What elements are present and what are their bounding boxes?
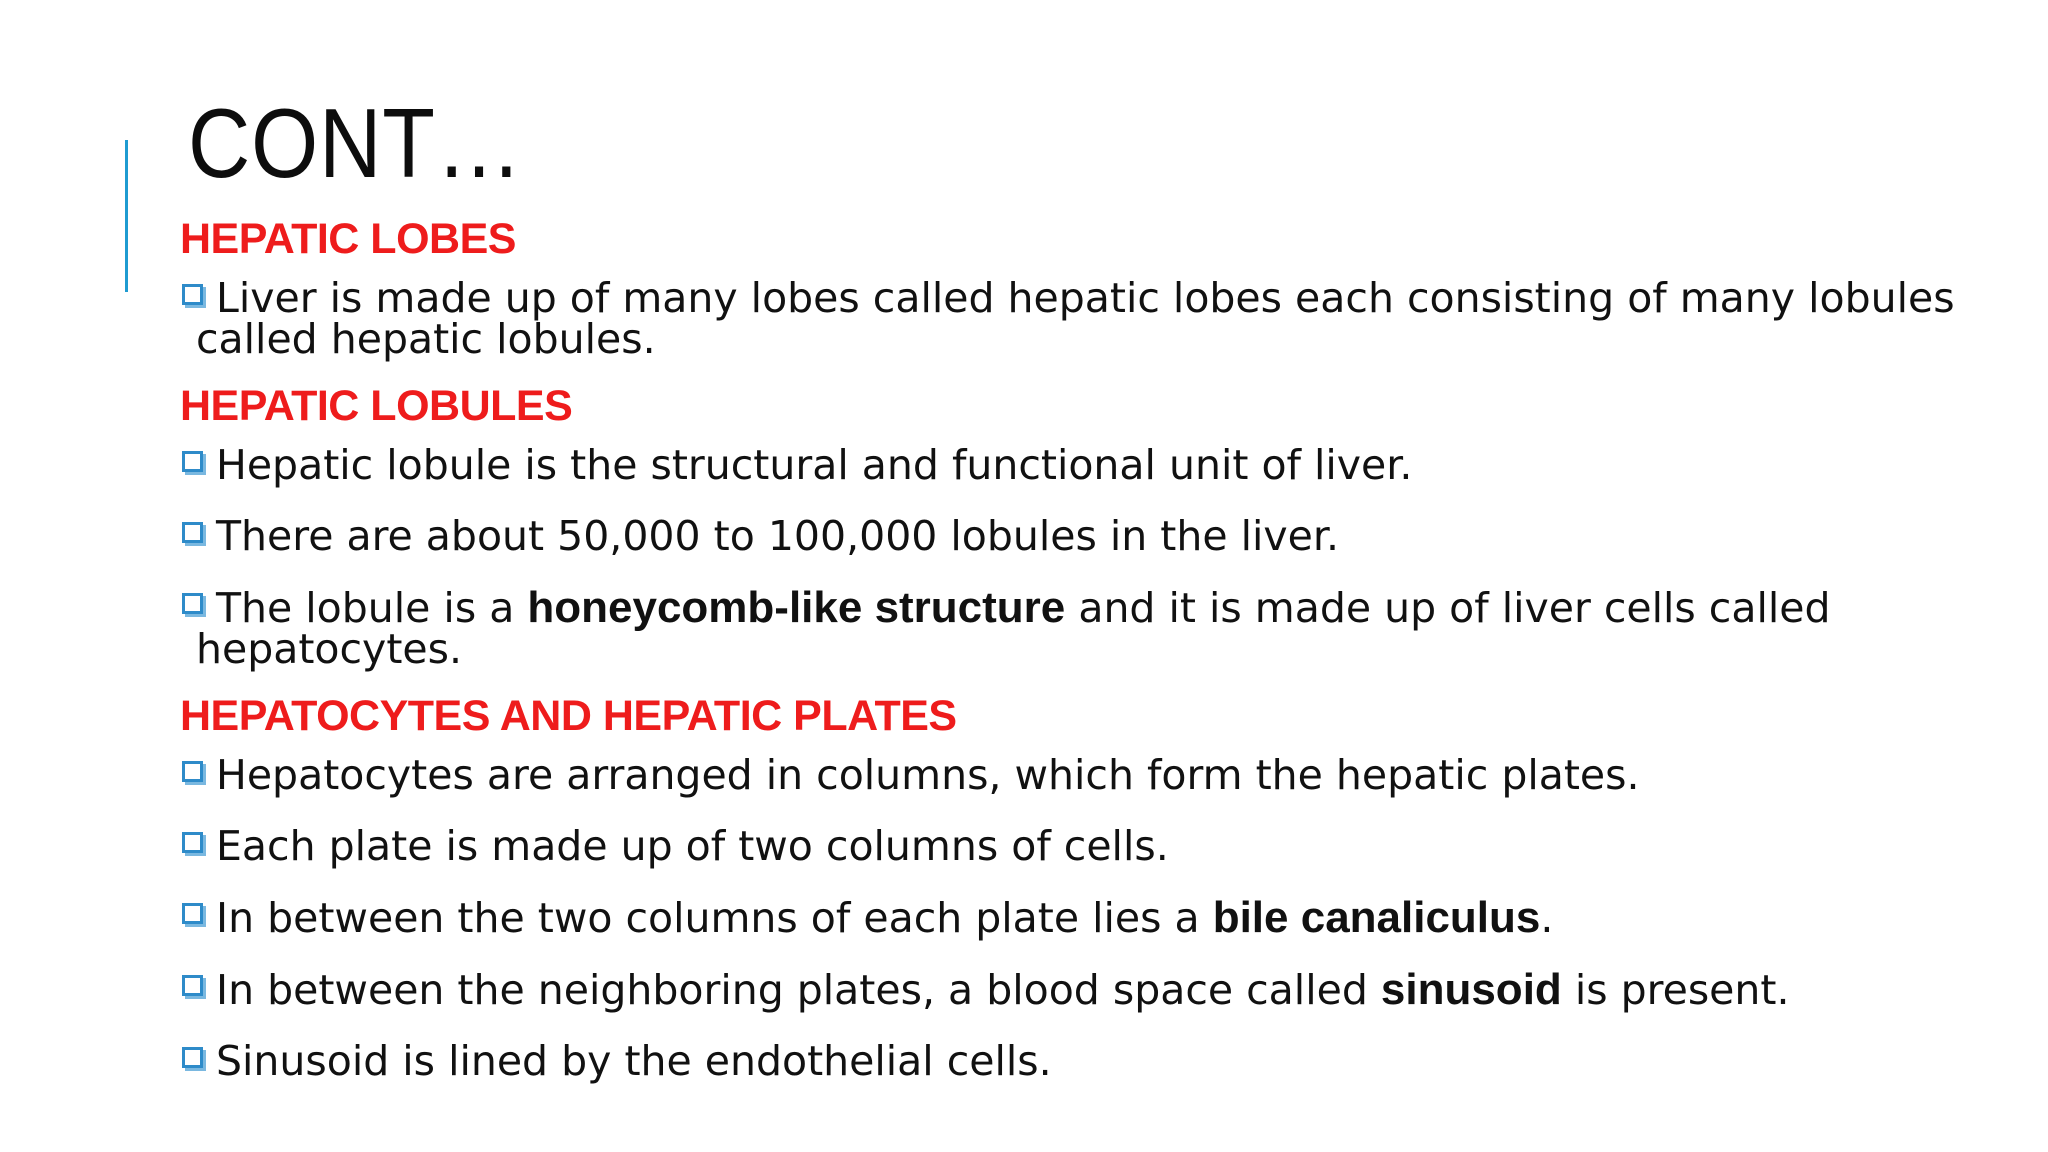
- square-bullet-icon: [182, 1047, 203, 1068]
- square-bullet-icon: [182, 832, 203, 853]
- square-bullet-icon: [182, 903, 203, 924]
- section-heading: HEPATIC LOBULES: [180, 382, 573, 430]
- bullet-item: [180, 751, 2030, 799]
- bullet-text: There are about 50,000 to 100,000 lobules in the liver.: [216, 512, 1340, 560]
- square-bullet-icon: [182, 451, 203, 472]
- section-hepatic-lobes: [180, 213, 2030, 363]
- bullet-item: [180, 822, 2030, 870]
- slide-title: CONT…: [188, 88, 523, 198]
- bullet-text: and it is made up of liver cells called hepatocytes.: [196, 584, 1831, 673]
- bullet-text: In between the two columns of each plate lies a: [216, 894, 1213, 942]
- bullet-text: is present.: [1561, 966, 1790, 1014]
- square-bullet-icon: [182, 761, 203, 782]
- square-bullet-icon: [182, 522, 203, 543]
- bullet-text: Hepatic lobule is the structural and functional unit of liver.: [216, 441, 1413, 489]
- bullet-text: .: [1540, 894, 1554, 942]
- bullet-item: [180, 583, 2030, 673]
- bullet-text: Each plate is made up of two columns of cells.: [216, 822, 1169, 870]
- bullet-item: [180, 965, 2030, 1014]
- square-bullet-icon: [182, 593, 203, 614]
- bullet-item: [180, 1037, 2030, 1085]
- section-hepatocytes-and-hepatic-plates: [180, 690, 2030, 1085]
- bullet-text: The lobule is a: [216, 584, 528, 632]
- bold-term: sinusoid: [1380, 965, 1562, 1014]
- bullet-text: Liver is made up of many lobes called hepatic lobes each consisting of many lobules called hepatic lobules.: [196, 274, 1955, 363]
- square-bullet-icon: [182, 284, 203, 305]
- section-heading: HEPATIC LOBES: [180, 215, 516, 263]
- title-accent-bar: [125, 140, 128, 292]
- bullet-item: [180, 512, 2030, 560]
- bullet-text: In between the neighboring plates, a blood space called: [216, 966, 1381, 1014]
- bullet-item: [180, 893, 2030, 942]
- bold-term: honeycomb-like structure: [527, 583, 1066, 632]
- bullet-item: [180, 441, 2030, 489]
- bullet-text: Sinusoid is lined by the endothelial cells.: [216, 1037, 1052, 1085]
- section-heading: HEPATOCYTES AND HEPATIC PLATES: [180, 692, 957, 740]
- bold-term: bile canaliculus: [1212, 893, 1541, 942]
- square-bullet-icon: [182, 975, 203, 996]
- bullet-item: [180, 274, 2030, 363]
- section-hepatic-lobules: [180, 380, 2030, 673]
- bullet-text: Hepatocytes are arranged in columns, which form the hepatic plates.: [216, 751, 1640, 799]
- slide-content: [180, 213, 2030, 1085]
